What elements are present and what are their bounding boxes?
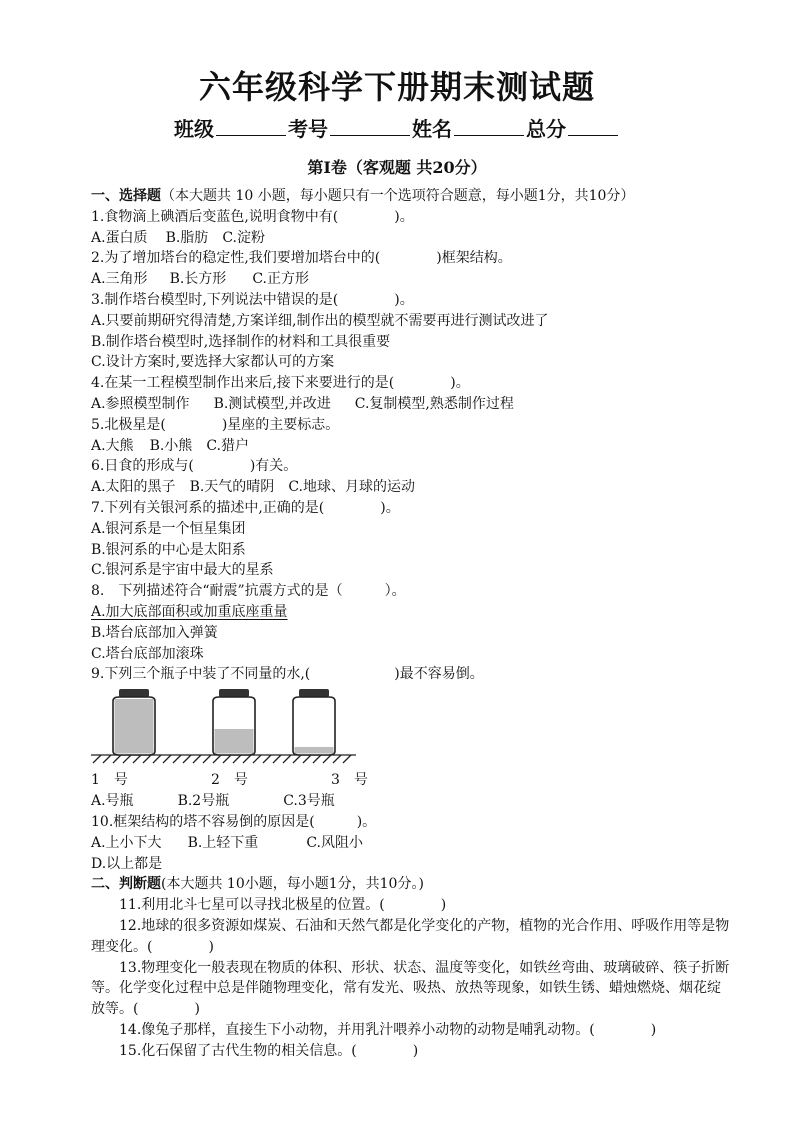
q6-options	[91, 477, 731, 498]
bottle-2	[213, 689, 255, 755]
q10-stem: 10.框架结构的塔不容易倒的原因是( )。	[91, 813, 377, 830]
q5-option-a[interactable]: A.大熊	[91, 437, 134, 454]
bottles-figure	[91, 685, 731, 767]
bottle-2-label: 2 号	[211, 772, 248, 789]
class-blank[interactable]	[216, 117, 286, 136]
name-label: 姓名	[412, 117, 452, 141]
q4-options	[91, 394, 731, 415]
q10-options	[91, 833, 731, 854]
q4-option-b[interactable]: B.测试模型,并改进	[213, 395, 331, 412]
q4-option-c[interactable]: C.复制模型,熟悉制作过程	[354, 395, 514, 412]
q2-option-c[interactable]: C.正方形	[252, 271, 309, 288]
q4-stem: 4.在某一工程模型制作出来后,接下来要进行的是( )。	[91, 375, 470, 392]
q8-option-b[interactable]: B.塔台底部加入弹簧	[91, 624, 218, 641]
q9-option-b[interactable]: B.2号瓶	[177, 793, 230, 810]
q9-option-c[interactable]: C.3号瓶	[283, 793, 335, 810]
q3-stem: 3.制作塔台模型时,下列说法中错误的是( )。	[91, 291, 414, 308]
q8-option-a-text: A.加大底部面积或加重底座重量	[91, 603, 288, 620]
q7-option-a[interactable]: A.银河系是一个恒星集团	[91, 520, 246, 537]
q5-option-c[interactable]: C.猎户	[206, 437, 249, 454]
q1-option-c[interactable]: C.淀粉	[222, 229, 265, 246]
bottle-3-label: 3 号	[331, 772, 368, 789]
bottles-illustration	[91, 685, 391, 767]
section-1-note: （本大题共 10 小题，每小题只有一个选项符合题意，每小题1分，共10分）	[161, 188, 635, 204]
q7-option-b[interactable]: B.银河系的中心是太阳系	[91, 541, 246, 558]
q6-option-c[interactable]: C.地球、月球的运动	[288, 479, 415, 496]
q11: 11.利用北斗七星可以寻找北极星的位置。( )	[119, 897, 447, 914]
q13: 13.物理变化一般表现在物质的体积、形状、状态、温度等变化，如铁丝弯曲、玻璃破碎、筷子折断等。化学变化过程中总是伴随物理变化，常有发光、吸热、放热等现象，如铁生锈、蜡烛燃烧、烟花绽放等。( )	[91, 959, 730, 1018]
q7-option-c[interactable]: C.银河系是宇宙中最大的星系	[91, 562, 274, 579]
q2-option-b[interactable]: B.长方形	[169, 271, 227, 288]
q9-options	[91, 791, 731, 812]
q15: 15.化石保留了古代生物的相关信息。( )	[119, 1042, 419, 1059]
class-label: 班级	[174, 117, 214, 141]
q2-stem: 2.为了增加塔台的稳定性,我们要增加塔台中的( )框架结构。	[91, 250, 512, 267]
q5-option-b[interactable]: B.小熊	[149, 437, 193, 454]
exam-no-label: 考号	[288, 117, 328, 141]
bottle-1-label: 1 号	[91, 772, 128, 789]
q8-stem: 8. 下列描述符合“耐震”抗震方式的是（ ）。	[91, 583, 406, 600]
bottle-3-water	[295, 747, 334, 754]
section-1-heading	[91, 186, 731, 207]
q10-option-b[interactable]: B.上轻下重	[187, 834, 259, 851]
exam-no-blank[interactable]	[330, 117, 410, 136]
total-label: 总分	[526, 117, 566, 141]
q6-option-b[interactable]: B.天气的晴阴	[189, 479, 275, 496]
section-1-title: 一、选择题	[91, 188, 161, 204]
q3-option-b[interactable]: B.制作塔台模型时,选择制作的材料和工具很重要	[91, 333, 391, 350]
q2-option-a[interactable]: A.三角形	[91, 271, 148, 288]
q10-option-a[interactable]: A.上小下大	[91, 834, 162, 851]
q1-option-a[interactable]: A.蛋白质	[91, 229, 148, 246]
section-2-title: 二、判断题	[91, 876, 161, 893]
name-blank[interactable]	[454, 117, 524, 136]
exam-title: 六年级科学下册期末测试题	[198, 68, 595, 106]
student-info-line	[0, 113, 794, 142]
q4-option-a[interactable]: A.参照模型制作	[91, 395, 190, 412]
q6-stem: 6.日食的形成与( )有关。	[91, 458, 298, 475]
q2-options	[91, 269, 731, 290]
q6-option-a[interactable]: A.太阳的黑子	[91, 479, 176, 496]
q1-options	[91, 228, 731, 249]
q5-options	[91, 436, 731, 457]
question-body	[91, 186, 731, 1061]
q10-option-c[interactable]: C.风阻小	[306, 834, 363, 851]
q8-option-a[interactable]	[91, 602, 731, 623]
q10-option-d[interactable]: D.以上都是	[91, 855, 163, 872]
section-2-heading	[91, 874, 731, 895]
q9-stem: 9.下列三个瓶子中装了不同量的水,( )最不容易倒。	[91, 666, 484, 683]
q12: 12.地球的很多资源如煤炭、石油和天然气都是化学变化的产物，植物的光合作用、呼吸作用等是物理变化。( )	[91, 917, 730, 955]
bottle-labels	[91, 767, 731, 791]
q5-stem: 5.北极星是( )星座的主要标志。	[91, 416, 340, 433]
q9-option-a[interactable]: A.号瓶	[91, 793, 134, 810]
bottle-3	[293, 689, 335, 755]
section-2-note: (本大题共 10小题，每小题1分，共10分。)	[161, 876, 424, 893]
volume-title: 第Ⅰ卷（客观题 共20分）	[307, 158, 487, 177]
bottle-1-water	[115, 699, 154, 754]
q7-stem: 7.下列有关银河系的描述中,正确的是( )。	[91, 499, 400, 516]
ground-hatch	[91, 755, 356, 763]
q1-stem: 1.食物滴上碘酒后变蓝色,说明食物中有( )。	[91, 208, 414, 225]
bottle-2-water	[215, 729, 254, 754]
q14: 14.像兔子那样，直接生下小动物，并用乳汁喂养小动物的动物是哺乳动物。( )	[119, 1021, 657, 1038]
bottle-1	[113, 689, 155, 755]
q1-option-b[interactable]: B.脂肪	[165, 229, 209, 246]
q3-option-a[interactable]: A.只要前期研究得清楚,方案详细,制作出的模型就不需要再进行测试改进了	[91, 312, 549, 329]
q8-option-c[interactable]: C.塔台底部加滚珠	[91, 645, 204, 662]
total-blank[interactable]	[568, 117, 618, 136]
q3-option-c[interactable]: C.设计方案时,要选择大家都认可的方案	[91, 354, 335, 371]
